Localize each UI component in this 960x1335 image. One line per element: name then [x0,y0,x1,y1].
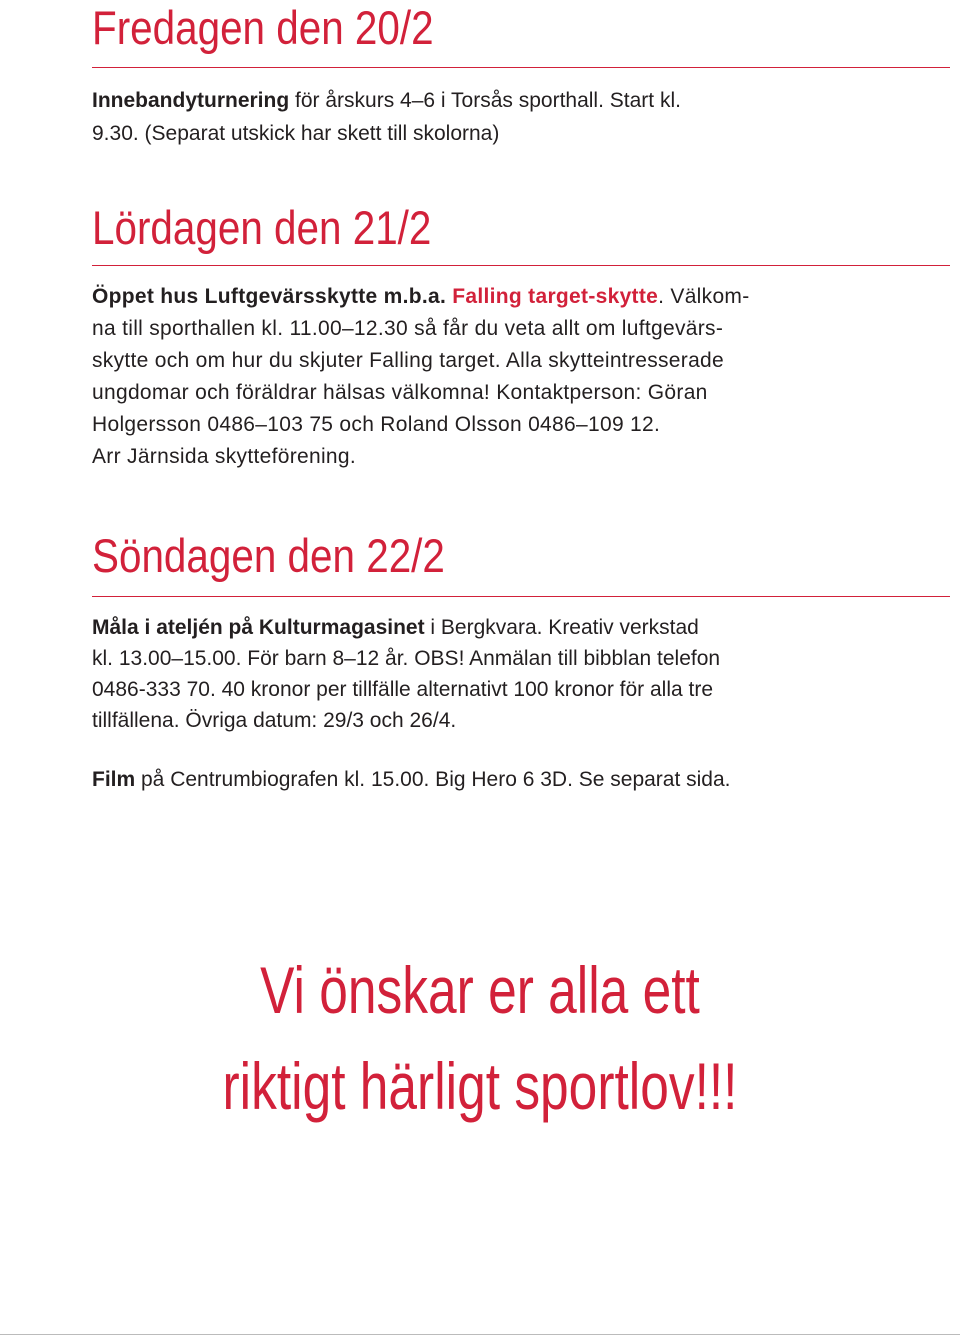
film-line [92,764,731,796]
closing-line-1: Vi önskar er alla ett [260,953,700,1027]
saturday-line-1-text: . Välkom- [658,285,750,308]
saturday-line-2: na till sporthallen kl. 11.00–12.30 så får du veta allt om luftgevärs- [92,317,724,340]
closing-line-2: riktigt härligt sportlov!!! [222,1049,738,1123]
film-line-text: på Centrumbiografen kl. 15.00. Big Hero 6 3D. Se separat sida. [135,768,731,791]
sunday-line-3: 0486-333 70. 40 kronor per tillfälle alternativt 100 kronor för alla tre [92,678,714,701]
event-title-falling-target: Falling target-skytte [452,285,659,308]
friday-line-2: 9.30. (Separat utskick har skett till skolorna) [92,122,500,145]
friday-line-1 [92,84,681,117]
divider-saturday [92,265,950,266]
saturday-line-4: ungdomar och föräldrar hälsas välkomna! Kontaktperson: Göran [92,381,708,404]
event-title-open-house: Öppet hus Luftgevärsskytte m.b.a. [92,285,453,308]
divider-friday [92,67,950,68]
paragraph-friday [92,84,681,150]
sunday-line-4: tillfällena. Övriga datum: 29/3 och 26/4. [92,709,457,732]
event-title-innebandy: Innebandyturnering [92,89,290,112]
saturday-line-1 [92,281,750,313]
sunday-line-1-text: i Bergkvara. Kreativ verkstad [424,616,699,639]
saturday-line-6: Arr Järnsida skytteförening. [92,445,357,468]
paragraph-sunday [92,612,720,736]
closing-message [0,942,960,1134]
saturday-line-3: skytte och om hur du skjuter Falling target. Alla skytteintresserade [92,349,725,372]
divider-sunday [92,596,950,597]
friday-line-1-text: för årskurs 4–6 i Torsås sporthall. Start kl. [289,89,681,112]
paragraph-film [92,764,731,796]
heading-sunday: Söndagen den 22/2 [92,529,445,582]
heading-saturday: Lördagen den 21/2 [92,201,432,254]
saturday-line-5: Holgersson 0486–103 75 och Roland Olsson 0486–109 12. [92,413,661,436]
heading-friday: Fredagen den 20/2 [92,1,434,54]
sunday-line-1 [92,612,720,643]
event-title-film: Film [92,768,136,791]
sunday-line-2: kl. 13.00–15.00. För barn 8–12 år. OBS! Anmälan till bibblan telefon [92,647,721,670]
paragraph-saturday [92,281,750,473]
event-title-painting: Måla i ateljén på Kulturmagasinet [92,616,425,639]
